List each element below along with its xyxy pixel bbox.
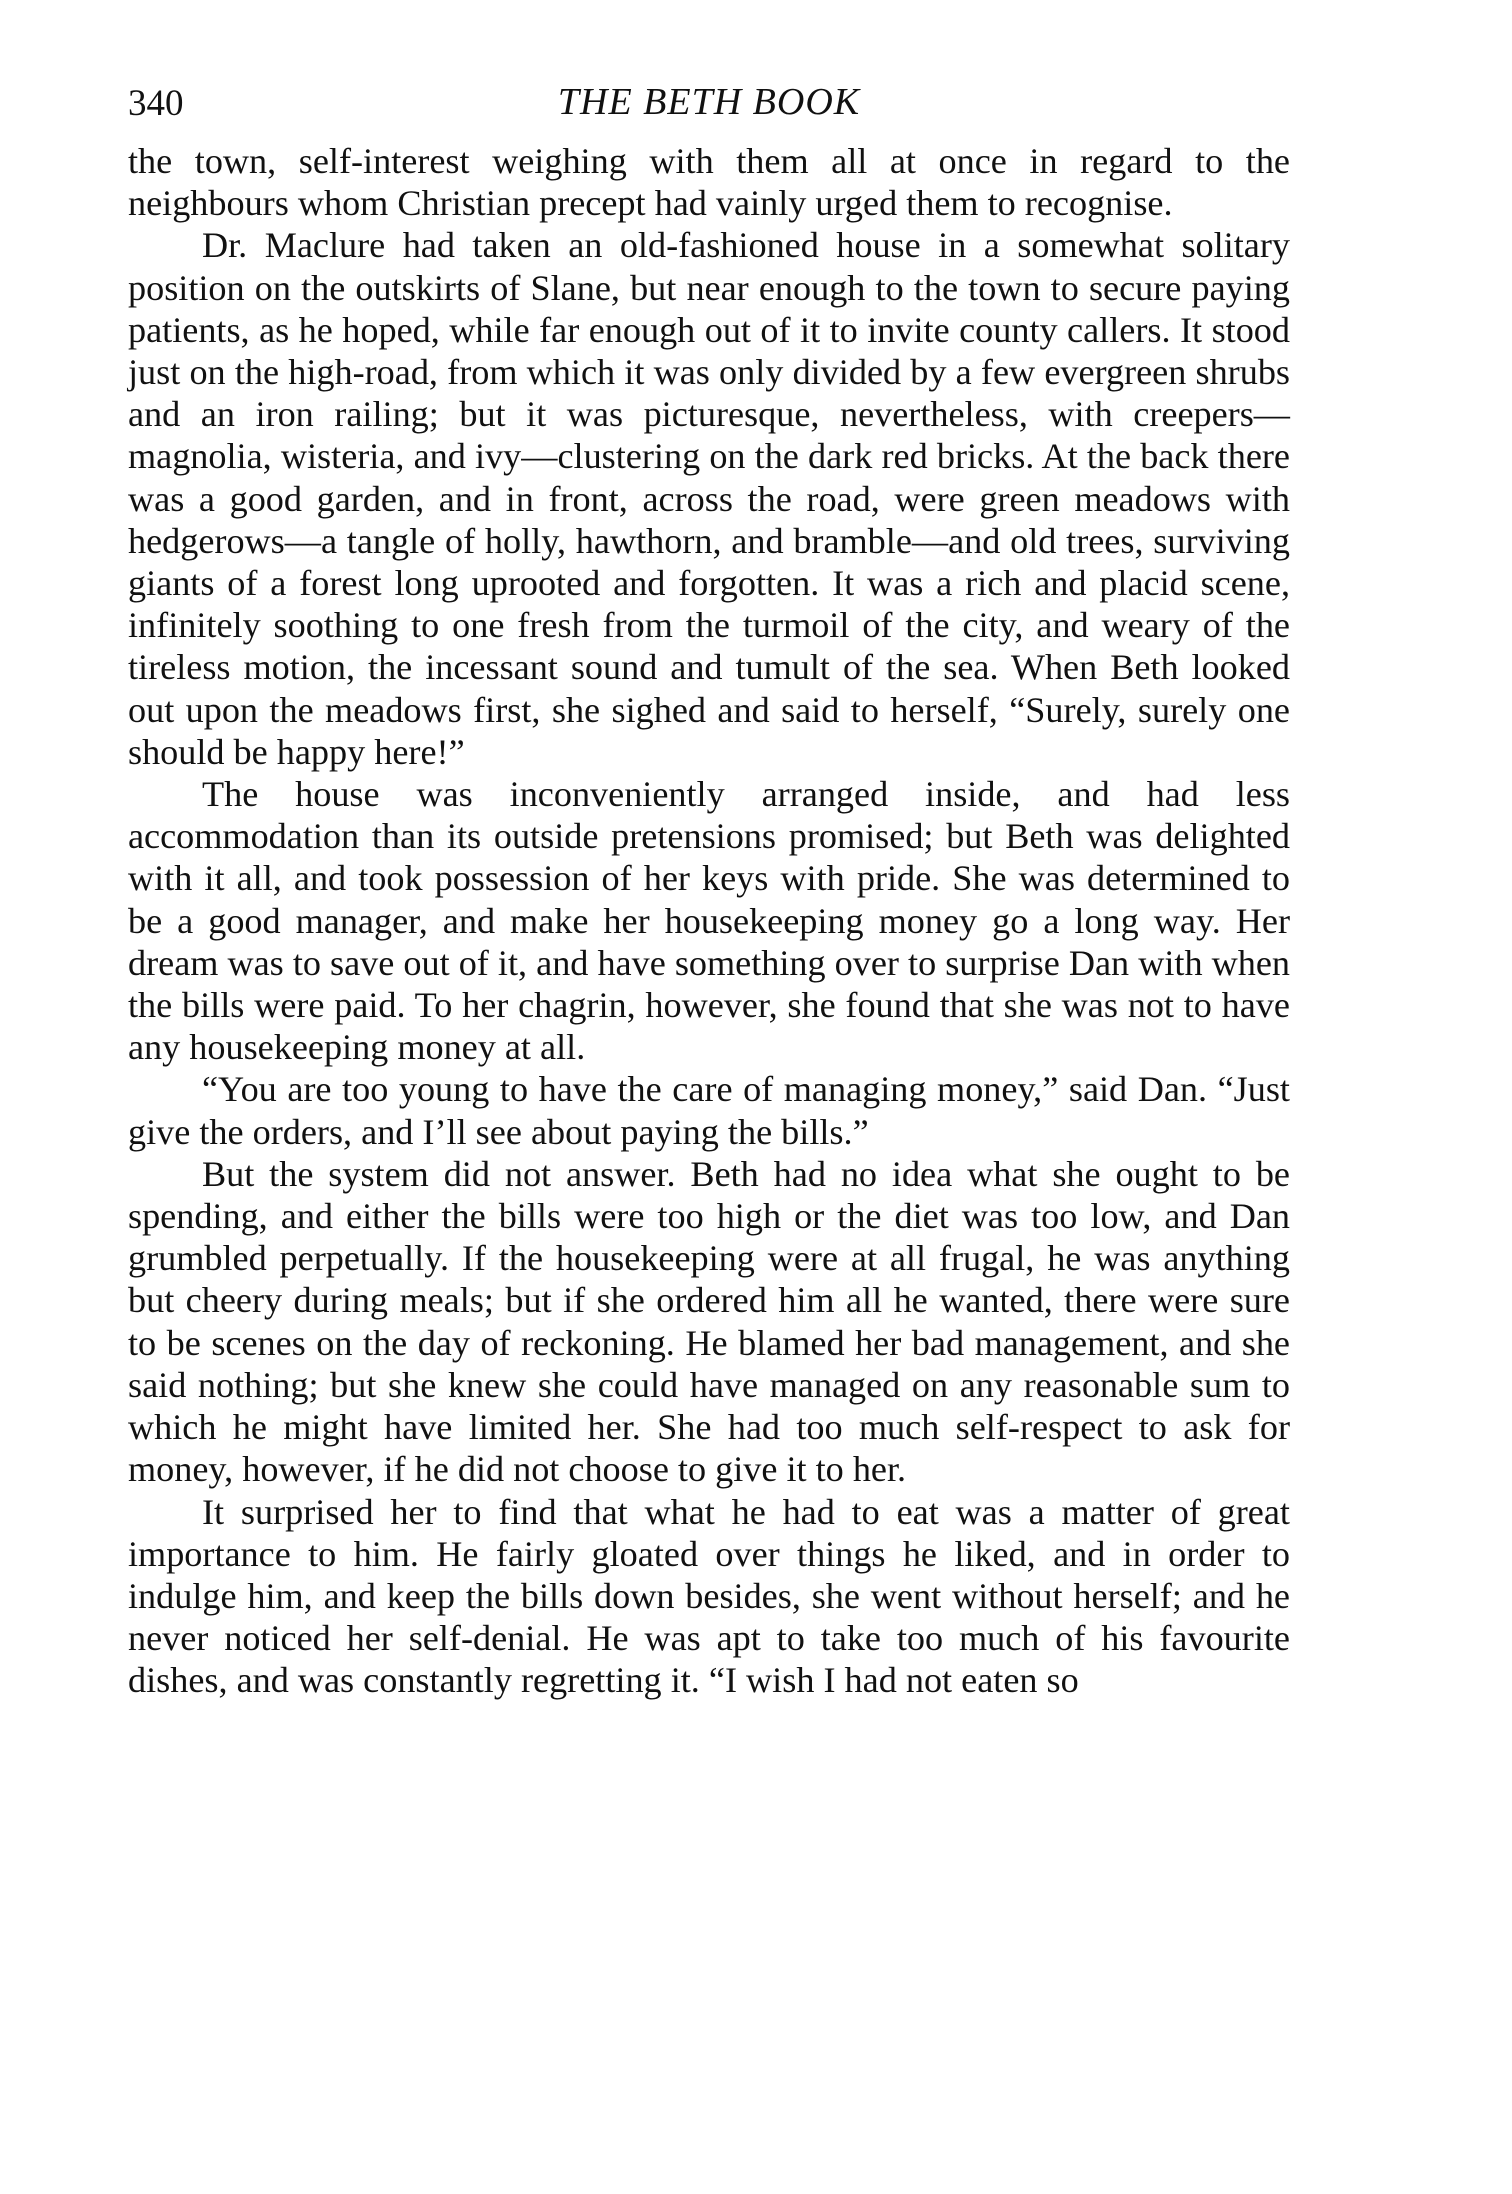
running-title: THE BETH BOOK <box>557 81 861 123</box>
paragraph-system: But the system did not answer. Beth had no idea what she ought to be spending, and either the bills were too high or the diet was too low, and Dan grumbled perpetually. If the housekeeping were at all frugal, he was anything but cheery during meals; but if she ordered him all he wanted, there were sure to be scenes on the day of reckoning. He blamed her bad management, and she said nothing; but she knew she could have managed on any reasonable sum to which he might have limited her. She had too much self-respect to ask for money, however, if he did not choose to give it to her. <box>128 1153 1290 1490</box>
paragraph-housekeeping: The house was inconveniently arranged inside, and had less accommodation than its outside pretensions promised; but Beth was delighted with it all, and took possession of her keys with pride. She was determined to be a good manager, and make her housekeeping money go a long way. Her dream was to save out of it, and have something over to surprise Dan with when the bills were paid. To her chagrin, however, she found that she was not to have any housekeeping money at all. <box>128 774 1290 1068</box>
book-page <box>128 80 1290 1702</box>
paragraph-house-description: Dr. Maclure had taken an old-fashioned house in a somewhat solitary position on the outskirts of Slane, but near enough to the town to secure paying patients, as he hoped, while far enough out of it to invite county callers. It stood just on the high-road, from which it was only divided by a few evergreen shrubs and an iron railing; but it was picturesque, nevertheless, with creepers—magnolia, wisteria, and ivy—clustering on the dark red bricks. At the back there was a good garden, and in front, across the road, were green meadows with hedgerows—a tangle of holly, hawthorn, and bramble—and old trees, surviving giants of a forest long uprooted and forgotten. It was a rich and placid scene, infinitely soothing to one fresh from the turmoil of the city, and weary of the tireless motion, the incessant sound and tumult of the sea. When Beth looked out upon the meadows first, she sighed and said to herself, “Surely, surely one should be happy here!” <box>128 225 1290 772</box>
body-text <box>128 140 1290 1702</box>
paragraph-continuation: the town, self-interest weighing with them all at once in regard to the neighbours whom Christian precept had vainly urged them to recognise. <box>128 141 1290 224</box>
paragraph-eating: It surprised her to find that what he had to eat was a matter of great importance to him. He fairly gloated over things he liked, and in order to indulge him, and keep the bills down besides, she went without herself; and he never noticed her self-denial. He was apt to take too much of his favourite dishes, and was constantly regretting it. “I wish I had not eaten so <box>128 1491 1290 1701</box>
running-head <box>128 80 1290 136</box>
page-number: 340 <box>128 83 184 124</box>
paragraph-dan-dialogue: “You are too young to have the care of managing money,” said Dan. “Just give the orders, and I’ll see about paying the bills.” <box>128 1069 1290 1152</box>
